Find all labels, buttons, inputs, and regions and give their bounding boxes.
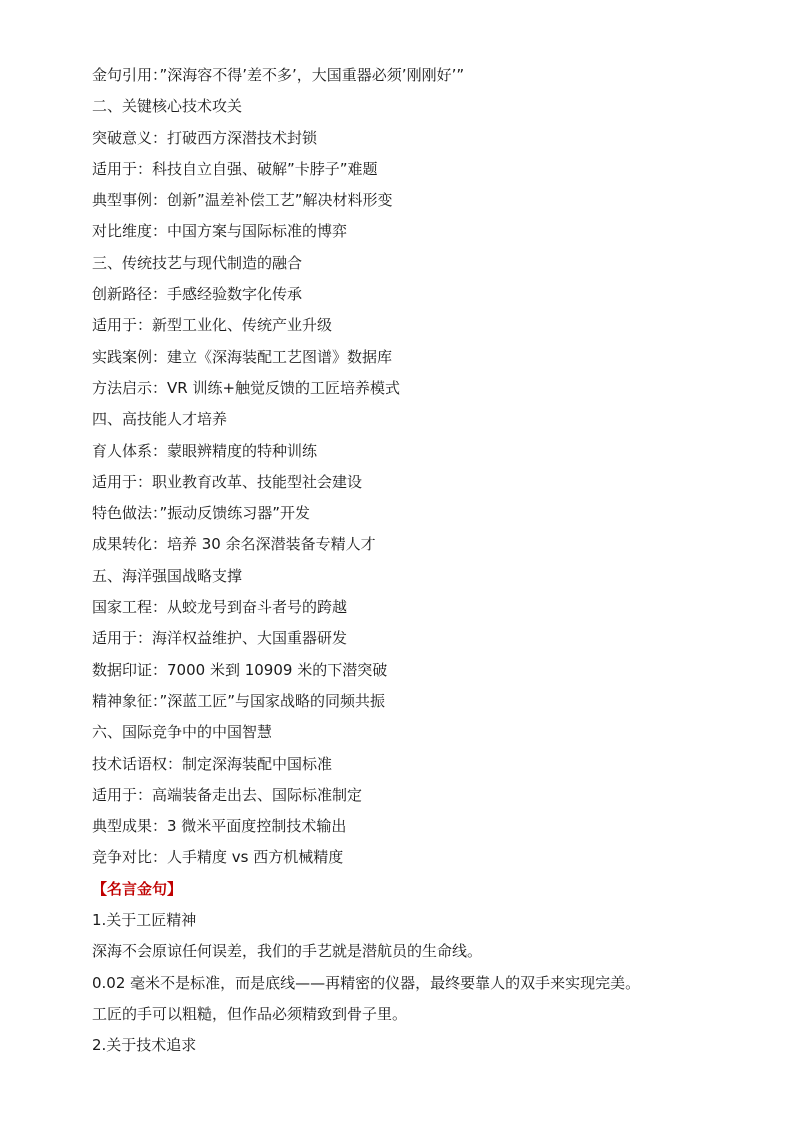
text-line: 成果转化：培养 30 余名深潜装备专精人才 (92, 535, 376, 554)
text-line: 适用于：海洋权益维护、大国重器研发 (92, 629, 348, 648)
text-line: 技术话语权：制定深海装配中国标准 (92, 754, 333, 773)
quote-line: 0.02 毫米不是标准，而是底线——再精密的仪器，最终要靠人的双手来实现完美。 (92, 973, 641, 992)
text-line: 方法启示：VR 训练+触觉反馈的工匠培养模式 (92, 378, 401, 397)
quote-line: 深海不会原谅任何误差，我们的手艺就是潜航员的生命线。 (92, 942, 483, 961)
text-line: 精神象征：”深蓝工匠”与国家战略的同频共振 (92, 691, 386, 710)
text-line: 适用于：高端装备走出去、国际标准制定 (92, 785, 363, 804)
section-heading-4: 四、高技能人才培养 (92, 410, 228, 429)
text-line: 创新路径：手感经验数字化传承 (92, 285, 303, 304)
text-line: 国家工程：从蛟龙号到奋斗者号的跨越 (92, 598, 348, 617)
quote-citation-line: 金句引用：”深海容不得’差不多’，大国重器必须’刚刚好’” (92, 66, 465, 84)
quotes-subheading-1: 1.关于工匠精神 (92, 911, 197, 930)
section-heading-3: 三、传统技艺与现代制造的融合 (92, 253, 303, 272)
section-heading-5: 五、海洋强国战略支撑 (92, 566, 243, 585)
quotes-section-heading: 【名言金句】 (92, 879, 183, 898)
quotes-subheading-2: 2.关于技术追求 (92, 1036, 197, 1055)
text-line: 特色做法：”振动反馈练习器”开发 (92, 504, 311, 523)
text-line: 对比维度：中国方案与国际标准的博弈 (92, 222, 348, 241)
text-line: 突破意义：打破西方深潜技术封锁 (92, 128, 318, 147)
text-line: 竞争对比：人手精度 vs 西方机械精度 (92, 848, 344, 867)
section-heading-2: 二、关键核心技术攻关 (92, 97, 243, 116)
text-line: 适用于：职业教育改革、技能型社会建设 (92, 472, 363, 491)
text-line: 适用于：新型工业化、传统产业升级 (92, 316, 333, 335)
document-page (92, 60, 712, 1062)
text-line: 育人体系：蒙眼辨精度的特种训练 (92, 441, 318, 460)
quote-line: 工匠的手可以粗糙，但作品必须精致到骨子里。 (92, 1004, 408, 1023)
section-heading-6: 六、国际竞争中的中国智慧 (92, 723, 273, 742)
text-line: 实践案例：建立《深海装配工艺图谱》数据库 (92, 347, 393, 366)
text-line: 数据印证：7000 米到 10909 米的下潜突破 (92, 660, 388, 679)
text-line: 典型成果：3 微米平面度控制技术输出 (92, 817, 347, 836)
text-line: 适用于：科技自立自强、破解”卡脖子”难题 (92, 159, 378, 178)
text-line: 典型事例：创新”温差补偿工艺”解决材料形变 (92, 191, 393, 210)
